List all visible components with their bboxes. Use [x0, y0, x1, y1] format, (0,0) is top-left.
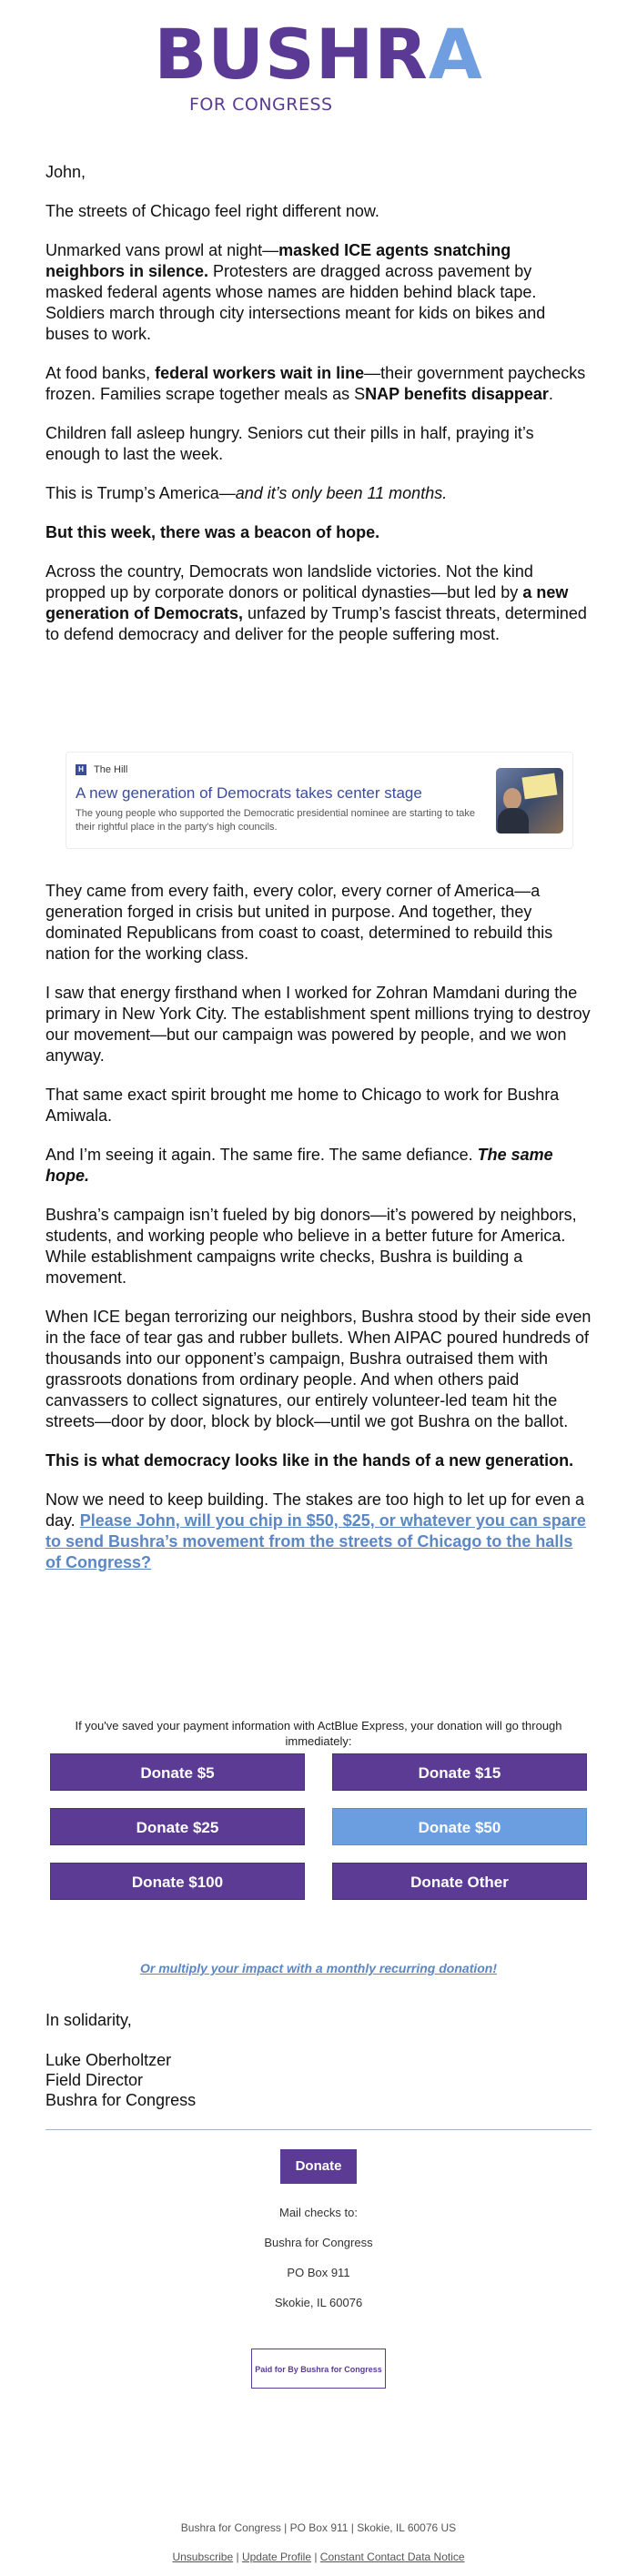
- article-source-name: The Hill: [94, 764, 128, 775]
- p3-bold-2: NAP benefits disappear: [365, 385, 549, 403]
- paragraph-10: That same exact spirit brought me home to Chicago to work for Bushra Amiwala.: [46, 1086, 560, 1125]
- letter-body-continued: [46, 881, 592, 1591]
- letter-body: [46, 162, 592, 663]
- p15-text-a: Now we need to keep building. The stakes are too high to let up for even a day.: [46, 1490, 585, 1530]
- paragraph-13: When ICE began terrorizing our neighbors, Bushra stood by their side even in the face of tear gas and rubber bullets. When AIPAC poured hundreds of thousands into our opponent’s campaign, Bushra outraised them with grassroots donations from ordinary people. And when others paid canvassers to collect signatures, our entirely volunteer-led team hit the streets—door by door, block by block—until we got Bushra on the ballot.: [46, 1308, 592, 1430]
- paragraph-9: I saw that energy firsthand when I worked for Zohran Mamdani during the primary in New York City. The establishment spent millions trying to destroy our movement—but our campaign was powered by people, and we won anyway.: [46, 984, 591, 1065]
- logo-word-b: A: [428, 14, 483, 95]
- donate-25-button[interactable]: Donate $25: [50, 1808, 305, 1845]
- signoff: [46, 2010, 592, 2110]
- article-thumbnail-image: [496, 768, 563, 833]
- actblue-express-note: If you've saved your payment information with ActBlue Express, your donation will go through immediately:: [75, 1719, 562, 1748]
- mail-line-2: PO Box 911: [287, 2266, 350, 2279]
- article-title[interactable]: A new generation of Democrats takes center stage: [76, 784, 422, 802]
- article-description: The young people who supported the Democratic presidential nominee are starting to take their rightful place in the party's high councils.: [76, 808, 476, 833]
- donate-button[interactable]: Donate: [280, 2149, 357, 2184]
- person-body-shape: [498, 808, 529, 833]
- person-head-shape: [503, 788, 521, 810]
- p7-text-a: Across the country, Democrats won landslide victories. Not the kind propped up by corporate donors or political dynasties—but led by: [46, 562, 533, 601]
- article-source: [76, 764, 127, 775]
- paragraph-15: [46, 1490, 592, 1573]
- p2-text-a: Unmarked vans prowl at night—: [46, 241, 279, 259]
- p3-text-c: —their government paychecks frozen. Families scrape together meals as S: [46, 364, 586, 403]
- paragraph-3: [46, 363, 592, 405]
- chip-in-link[interactable]: Please John, will you chip in $50, $25, or whatever you can spare to send Bushra’s movement from the streets of Chicago to the halls of Congress?: [46, 1511, 586, 1571]
- protest-sign-shape: [522, 773, 558, 800]
- p7-bold: a new generation of Democrats,: [46, 583, 569, 622]
- donate-50-button[interactable]: Donate $50: [332, 1808, 587, 1845]
- p3-text-a: At food banks,: [46, 364, 156, 382]
- paragraph-11: [46, 1145, 592, 1187]
- p5-italic: and it’s only been 11 months.: [235, 484, 448, 502]
- p7-text-c: unfazed by Trump’s fascist threats, determined to defend democracy and deliver for the people suffering most.: [46, 604, 587, 643]
- donate-15-button[interactable]: Donate $15: [332, 1753, 587, 1791]
- donate-other-button[interactable]: Donate Other: [332, 1863, 587, 1900]
- footer-divider: [46, 2129, 592, 2130]
- paragraph-8: They came from every faith, every color, every corner of America—a generation forged in crisis but united in purpose. And together, they dominated Republicans from coast to coast, determined to rebuild this nation for the working class.: [46, 882, 553, 963]
- recurring-donation-link[interactable]: Or multiply your impact with a monthly recurring donation!: [139, 1961, 498, 1975]
- donate-100-button[interactable]: Donate $100: [50, 1863, 305, 1900]
- footer-sep-1: |: [233, 2551, 242, 2563]
- p14-bold: This is what democracy looks like in the hands of a new generation.: [46, 1451, 574, 1470]
- greeting: John,: [46, 163, 86, 181]
- mail-line-1: Bushra for Congress: [264, 2236, 373, 2249]
- paid-for-disclaimer: Paid for By Bushra for Congress: [251, 2349, 386, 2389]
- paragraph-6: [46, 522, 592, 543]
- paragraph-5: [46, 483, 592, 504]
- signoff-title: Field Director: [46, 2071, 144, 2089]
- p11-bold-italic: The same hope.: [46, 1146, 553, 1185]
- paragraph-2: [46, 240, 592, 345]
- update-profile-link[interactable]: Update Profile: [241, 2551, 311, 2563]
- signoff-name: Luke Oberholtzer: [46, 2051, 172, 2069]
- logo-wordmark: [154, 14, 483, 95]
- data-notice-link[interactable]: Constant Contact Data Notice: [319, 2551, 465, 2563]
- mail-line-3: Skokie, IL 60076: [274, 2296, 363, 2309]
- bushra-logo: [0, 14, 637, 115]
- the-hill-icon: H: [76, 764, 86, 775]
- p11-text-a: And I’m seeing it again. The same fire. The same defiance.: [46, 1146, 478, 1164]
- donate-5-button[interactable]: Donate $5: [50, 1753, 305, 1791]
- unsubscribe-link[interactable]: Unsubscribe: [172, 2551, 234, 2563]
- paragraph-14: [46, 1450, 592, 1471]
- footer-links: [46, 2551, 592, 2563]
- recurring-donation: [46, 1961, 592, 1975]
- paragraph-4: Children fall asleep hungry. Seniors cut their pills in half, praying it’s enough to last the week.: [46, 424, 534, 463]
- paragraph-7: [46, 561, 592, 645]
- logo-word-a: BUSHR: [154, 14, 429, 95]
- p2-text-c: Protesters are dragged across pavement by masked federal agents whose names are hidden behind black tape. Soldiers march through city intersections meant for kids on bikes and buses to work.: [46, 262, 546, 343]
- signoff-closing: In solidarity,: [46, 2011, 132, 2029]
- paragraph-1: The streets of Chicago feel right different now.: [46, 202, 379, 220]
- paragraph-12: Bushra’s campaign isn’t fueled by big donors—it’s powered by neighbors, students, and working people who believe in a better future for America. While establishment campaigns write checks, Bushra is building a movement.: [46, 1206, 577, 1287]
- footer-sep-2: |: [311, 2551, 320, 2563]
- p3-text-e: .: [548, 385, 553, 403]
- footer-address: Bushra for Congress | PO Box 911 | Skokie, IL 60076 US: [180, 2521, 457, 2534]
- logo-subtitle: FOR CONGRESS: [189, 95, 333, 115]
- signoff-org: Bushra for Congress: [46, 2091, 197, 2109]
- p3-bold-1: federal workers wait in line: [155, 364, 365, 382]
- the-hill-article-card[interactable]: [66, 752, 573, 849]
- p5-text-a: This is Trump’s America—: [46, 484, 236, 502]
- p2-bold: masked ICE agents snatching neighbors in silence.: [46, 241, 511, 280]
- mail-heading: Mail checks to:: [279, 2206, 358, 2219]
- p6-bold: But this week, there was a beacon of hope.: [46, 523, 380, 541]
